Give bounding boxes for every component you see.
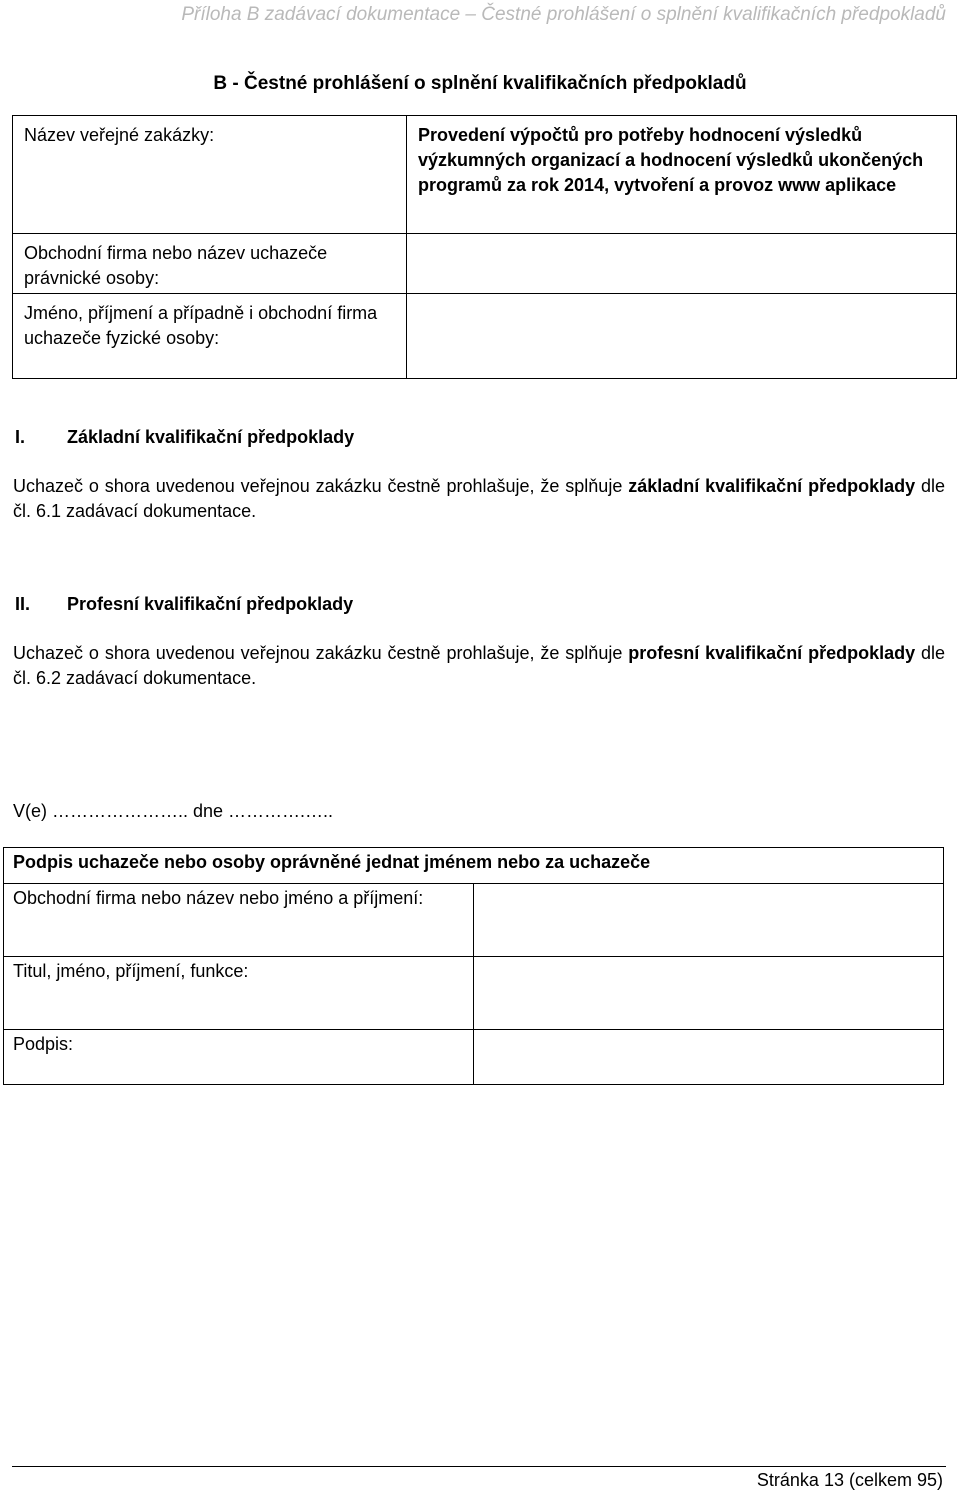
title-name-function-label: Titul, jméno, příjmení, funkce:: [4, 957, 474, 1030]
document-title: B - Čestné prohlášení o splnění kvalifikačních předpokladů: [213, 73, 747, 94]
table-row: [4, 957, 944, 1030]
company-name-label: Obchodní firma nebo název nebo jméno a příjmení:: [4, 884, 474, 957]
legal-entity-value[interactable]: [407, 234, 957, 294]
table-row: [4, 884, 944, 957]
running-header: Příloha B zadávací dokumentace – Čestné prohlášení o splnění kvalifikačních předpokladů: [181, 4, 946, 25]
section-paragraph-1: Uchazeč o shora uvedenou veřejnou zakázku čestně prohlašuje, že splňuje základní kvalifikační předpoklady dle čl. 6.1 zadávací dokumentace.: [13, 476, 946, 521]
natural-person-label: Jméno, příjmení a případně i obchodní firma uchazeče fyzické osoby:: [13, 294, 407, 379]
signature-label: Podpis:: [4, 1030, 474, 1085]
section-number: II.: [15, 594, 31, 614]
contract-name-label: Název veřejné zakázky:: [13, 116, 407, 234]
signature-field[interactable]: [474, 1030, 944, 1085]
signature-table: [3, 847, 944, 1085]
section-title: Profesní kvalifikační předpoklady: [67, 594, 354, 614]
company-name-field[interactable]: [474, 884, 944, 957]
legal-entity-label: Obchodní firma nebo název uchazeče právnické osoby:: [13, 234, 407, 294]
section-heading-1: [15, 427, 354, 448]
section-paragraph-2: Uchazeč o shora uvedenou veřejnou zakázku čestně prohlašuje, že splňuje profesní kvalifikační předpoklady dle čl. 6.2 zadávací dokumentace.: [13, 643, 946, 688]
page-number: Stránka 13 (celkem 95): [756, 1470, 943, 1490]
table-row: [4, 848, 944, 884]
table-row: [4, 1030, 944, 1085]
table-row: [13, 116, 957, 234]
table-row: [13, 294, 957, 379]
section-heading-2: [15, 594, 353, 615]
title-name-function-field[interactable]: [474, 957, 944, 1030]
table-row: [13, 234, 957, 294]
emphasis-text: základní kvalifikační předpoklady: [628, 476, 916, 496]
section-number: I.: [15, 427, 26, 447]
contract-info-table: [12, 115, 957, 379]
place-date-line[interactable]: V(e) ………………….. dne ………….…..: [13, 801, 334, 821]
emphasis-text: profesní kvalifikační předpoklady: [628, 643, 916, 663]
natural-person-value[interactable]: [407, 294, 957, 379]
section-title: Základní kvalifikační předpoklady: [67, 427, 355, 447]
contract-name-value: Provedení výpočtů pro potřeby hodnocení výsledků výzkumných organizací a hodnocení výsledků ukončených programů za rok 2014, vytvoření a provoz www aplikace: [407, 116, 957, 234]
footer-divider: [12, 1466, 946, 1467]
signature-table-header: Podpis uchazeče nebo osoby oprávněné jednat jménem nebo za uchazeče: [4, 848, 944, 884]
